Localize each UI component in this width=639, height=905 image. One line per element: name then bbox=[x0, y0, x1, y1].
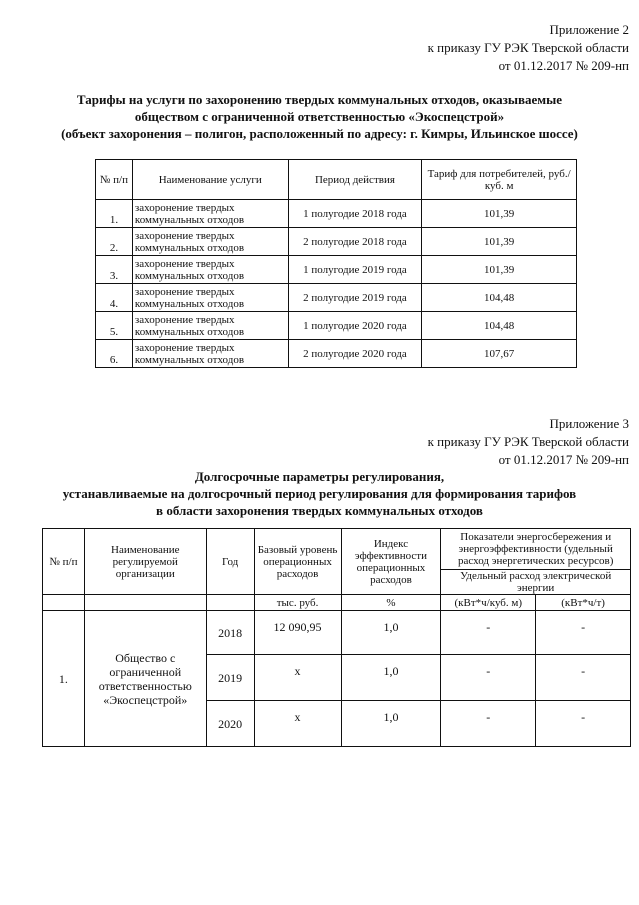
appendix3-title-line2: устанавливаемые на долгосрочный период регулирования для формирования тарифов bbox=[62, 486, 577, 501]
tariff-table bbox=[95, 159, 577, 368]
header-year: Год bbox=[206, 529, 254, 595]
row-tariff: 104,48 bbox=[422, 312, 577, 340]
row-base: х bbox=[254, 701, 341, 747]
row-energy-t: - bbox=[536, 611, 631, 655]
row-org: Общество с ограниченной ответственностью «Экоспецстрой» bbox=[84, 611, 206, 747]
appendix2-label: Приложение 2 bbox=[549, 22, 629, 37]
table-row bbox=[96, 256, 577, 284]
appendix3-label: Приложение 3 bbox=[549, 416, 629, 431]
row-service: захоронение твердых коммунальных отходов bbox=[132, 228, 288, 256]
row-index: 1,0 bbox=[341, 611, 441, 655]
header-num: № п/п bbox=[96, 160, 133, 200]
row-energy-m3: - bbox=[441, 655, 536, 701]
row-energy-t: - bbox=[536, 655, 631, 701]
appendix3-date: от 01.12.2017 № 209-нп bbox=[498, 452, 629, 467]
row-index: 1,0 bbox=[341, 655, 441, 701]
row-num: 3. bbox=[96, 256, 133, 284]
appendix2-order: к приказу ГУ РЭК Тверской области bbox=[427, 40, 629, 55]
row-service: захоронение твердых коммунальных отходов bbox=[132, 256, 288, 284]
row-period: 1 полугодие 2019 года bbox=[288, 256, 422, 284]
parameters-table bbox=[42, 528, 631, 747]
appendix2-title-line1: Тарифы на услуги по захоронению твердых коммунальных отходов, оказываемые bbox=[76, 92, 563, 107]
header-service: Наименование услуги bbox=[132, 160, 288, 200]
row-period: 1 полугодие 2018 года bbox=[288, 200, 422, 228]
row-period: 1 полугодие 2020 года bbox=[288, 312, 422, 340]
row-energy-m3: - bbox=[441, 611, 536, 655]
unit-index: % bbox=[341, 595, 441, 611]
row-num: 5. bbox=[96, 312, 133, 340]
row-year: 2019 bbox=[206, 655, 254, 701]
row-service: захоронение твердых коммунальных отходов bbox=[132, 340, 288, 368]
header-base-costs: Базовый уровень операционных расходов bbox=[254, 529, 341, 595]
unit-empty-org bbox=[84, 595, 206, 611]
row-num: 1. bbox=[43, 611, 85, 747]
row-energy-t: - bbox=[536, 701, 631, 747]
header-num: № п/п bbox=[43, 529, 85, 595]
unit-energy-t: (кВт*ч/т) bbox=[536, 595, 631, 611]
header-period: Период действия bbox=[288, 160, 422, 200]
appendix2-title bbox=[0, 91, 639, 142]
appendix2-date: от 01.12.2017 № 209-нп bbox=[498, 58, 629, 73]
table-row bbox=[96, 312, 577, 340]
unit-base: тыс. руб. bbox=[254, 595, 341, 611]
row-year: 2020 bbox=[206, 701, 254, 747]
row-period: 2 полугодие 2018 года bbox=[288, 228, 422, 256]
table-row bbox=[43, 611, 631, 655]
row-index: 1,0 bbox=[341, 701, 441, 747]
row-num: 4. bbox=[96, 284, 133, 312]
row-energy-m3: - bbox=[441, 701, 536, 747]
header-org: Наименование регулируемой организации bbox=[84, 529, 206, 595]
row-service: захоронение твердых коммунальных отходов bbox=[132, 284, 288, 312]
header-energy: Показатели энергосбережения и энергоэффективности (удельный расход энергетических ресурсов) bbox=[441, 529, 631, 570]
header-efficiency-index: Индекс эффективности операционных расходов bbox=[341, 529, 441, 595]
table-row bbox=[96, 340, 577, 368]
table-row bbox=[96, 200, 577, 228]
row-base: х bbox=[254, 655, 341, 701]
row-year: 2018 bbox=[206, 611, 254, 655]
parameters-header-row1 bbox=[43, 529, 631, 570]
appendix3-order: к приказу ГУ РЭК Тверской области bbox=[427, 434, 629, 449]
row-service: захоронение твердых коммунальных отходов bbox=[132, 200, 288, 228]
appendix3-title-line1: Долгосрочные параметры регулирования, bbox=[194, 469, 445, 484]
row-tariff: 101,39 bbox=[422, 256, 577, 284]
tariff-table-header bbox=[96, 160, 577, 200]
header-electric: Удельный расход электрической энергии bbox=[441, 570, 631, 595]
unit-empty-year bbox=[206, 595, 254, 611]
appendix3-header bbox=[428, 415, 629, 469]
row-service: захоронение твердых коммунальных отходов bbox=[132, 312, 288, 340]
row-num: 2. bbox=[96, 228, 133, 256]
row-tariff: 104,48 bbox=[422, 284, 577, 312]
unit-energy-m3: (кВт*ч/куб. м) bbox=[441, 595, 536, 611]
appendix3-title bbox=[0, 468, 639, 519]
row-num: 6. bbox=[96, 340, 133, 368]
row-tariff: 101,39 bbox=[422, 228, 577, 256]
row-num: 1. bbox=[96, 200, 133, 228]
unit-empty-num bbox=[43, 595, 85, 611]
parameters-units-row bbox=[43, 595, 631, 611]
table-row bbox=[96, 228, 577, 256]
appendix2-header bbox=[428, 21, 629, 75]
header-tariff: Тариф для потребителей, руб./куб. м bbox=[422, 160, 577, 200]
row-period: 2 полугодие 2019 года bbox=[288, 284, 422, 312]
table-row bbox=[96, 284, 577, 312]
row-base: 12 090,95 bbox=[254, 611, 341, 655]
row-tariff: 107,67 bbox=[422, 340, 577, 368]
appendix2-title-line2: обществом с ограниченной ответственностью «Экоспецстрой» bbox=[134, 109, 505, 124]
appendix3-title-line3: в области захоронения твердых коммунальных отходов bbox=[156, 503, 483, 518]
row-period: 2 полугодие 2020 года bbox=[288, 340, 422, 368]
row-tariff: 101,39 bbox=[422, 200, 577, 228]
appendix2-title-line3: (объект захоронения – полигон, расположенный по адресу: г. Кимры, Ильинское шоссе) bbox=[61, 126, 578, 141]
